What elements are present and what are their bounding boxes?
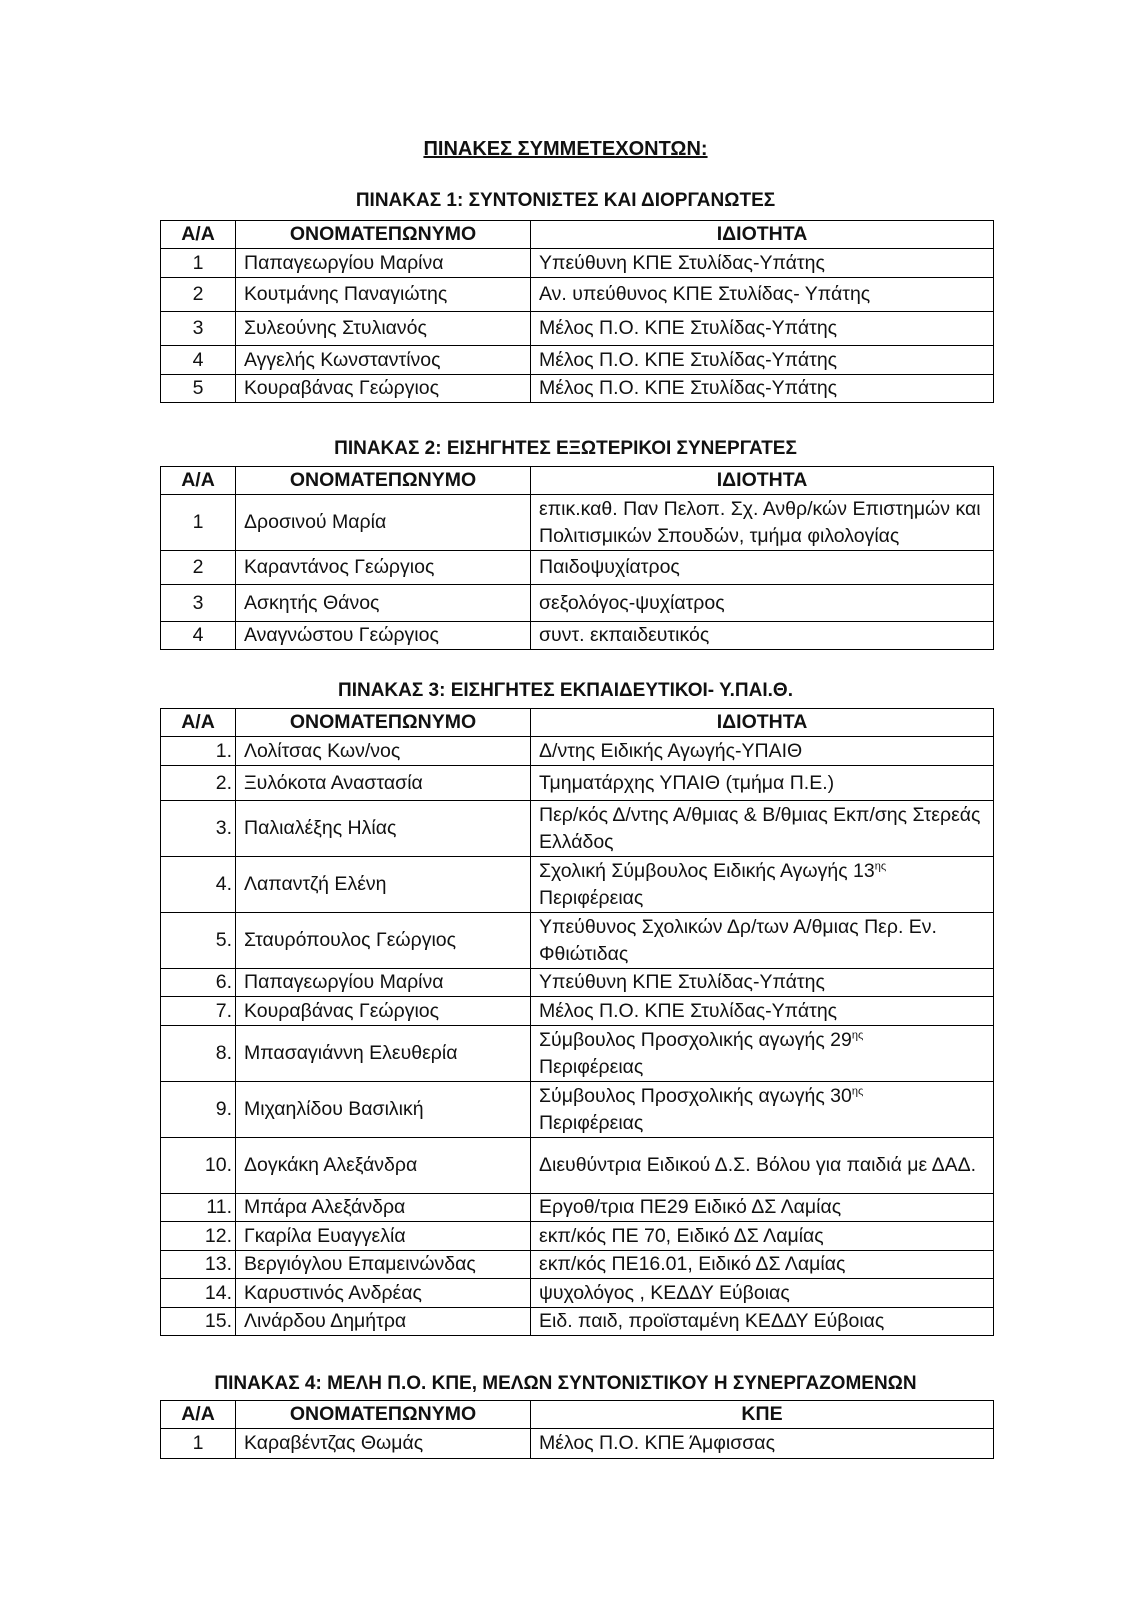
row-name: Δογκάκη Αλεξάνδρα — [236, 1138, 531, 1194]
row-role: σεξολόγος-ψυχίατρος — [531, 585, 994, 622]
row-role: συντ. εκπαιδευτικός — [531, 622, 994, 650]
row-name: Κουτμάνης Παναγιώτης — [236, 278, 531, 312]
table-header-row — [161, 1401, 994, 1429]
table-row — [161, 1194, 994, 1222]
row-role: Δ/ντης Ειδικής Αγωγής-ΥΠΑΙΘ — [531, 737, 994, 766]
table-row — [161, 1082, 994, 1138]
row-name: Μπάρα Αλεξάνδρα — [236, 1194, 531, 1222]
header-kpe: ΚΠΕ — [531, 1401, 994, 1429]
row-role: Μέλος Π.Ο. ΚΠΕ Στυλίδας-Υπάτης — [531, 375, 994, 403]
table-row — [161, 495, 994, 551]
row-aa: 3 — [161, 312, 236, 346]
table-row — [161, 1308, 994, 1336]
row-role: Μέλος Π.Ο. ΚΠΕ Στυλίδας-Υπάτης — [531, 312, 994, 346]
row-aa: 2. — [161, 766, 236, 801]
table-row — [161, 997, 994, 1026]
row-name: Παπαγεωργίου Μαρίνα — [236, 249, 531, 278]
row-name: Καραντάνος Γεώργιος — [236, 551, 531, 585]
row-role: Περ/κός Δ/ντης Α/θμιας & Β/θμιας Εκπ/σης Στερεάς Ελλάδος — [531, 801, 994, 857]
table-3-title: ΠΙΝΑΚΑΣ 3: ΕΙΣΗΓΗΤΕΣ ΕΚΠΑΙΔΕΥΤΙΚΟΙ- Υ.ΠΑΙ.Θ. — [337, 680, 793, 701]
header-aa: Α/Α — [161, 221, 236, 249]
table-4-title: ΠΙΝΑΚΑΣ 4: ΜΕΛΗ Π.Ο. ΚΠΕ, ΜΕΛΩΝ ΣΥΝΤΟΝΙΣΤΙΚΟΥ Η ΣΥΝΕΡΓΑΖΟΜΕΝΩΝ — [214, 1373, 917, 1394]
row-role: Υπεύθυνη ΚΠΕ Στυλίδας-Υπάτης — [531, 249, 994, 278]
row-role: Αν. υπεύθυνος ΚΠΕ Στυλίδας- Υπάτης — [531, 278, 994, 312]
row-name: Σταυρόπουλος Γεώργιος — [236, 913, 531, 969]
row-role: Σύμβουλος Προσχολικής αγωγής $29^{\eta\varsigma}$ Περιφέρειας — [531, 1026, 994, 1082]
row-name: Βεργιόγλου Επαμεινώνδας — [236, 1251, 531, 1279]
row-name: Λολίτσας Κων/νος — [236, 737, 531, 766]
row-role: Σύμβουλος Προσχολικής αγωγής $30^{\eta\varsigma}$ Περιφέρειας — [531, 1082, 994, 1138]
table-2-title: ΠΙΝΑΚΑΣ 2: ΕΙΣΗΓΗΤΕΣ ΕΞΩΤΕΡΙΚΟΙ ΣΥΝΕΡΓΑΤΕΣ — [334, 438, 797, 459]
header-name: ΟΝΟΜΑΤΕΠΩΝΥΜΟ — [236, 709, 531, 737]
table-row — [161, 913, 994, 969]
row-aa: 2 — [161, 551, 236, 585]
row-name: Παπαγεωργίου Μαρίνα — [236, 969, 531, 997]
table-row — [161, 622, 994, 650]
table-4 — [160, 1400, 994, 1459]
row-aa: 10. — [161, 1138, 236, 1194]
row-name: Ξυλόκοτα Αναστασία — [236, 766, 531, 801]
table-row — [161, 857, 994, 913]
row-role: Διευθύντρια Ειδικού Δ.Σ. Βόλου για παιδιά με ΔΑΔ. — [531, 1138, 994, 1194]
row-aa: 1 — [161, 1429, 236, 1459]
row-aa: 12. — [161, 1222, 236, 1251]
header-role: ΙΔΙΟΤΗΤΑ — [531, 467, 994, 495]
table-row — [161, 1251, 994, 1279]
table-header-row — [161, 709, 994, 737]
row-aa: 4 — [161, 346, 236, 375]
header-name: ΟΝΟΜΑΤΕΠΩΝΥΜΟ — [236, 467, 531, 495]
row-role: Μέλος Π.Ο. ΚΠΕ Άμφισσας — [531, 1429, 994, 1459]
table-header-row — [161, 221, 994, 249]
row-aa: 8. — [161, 1026, 236, 1082]
table-row — [161, 1026, 994, 1082]
row-name: Παλιαλέξης Ηλίας — [236, 801, 531, 857]
row-aa: 15. — [161, 1308, 236, 1336]
row-role: Ειδ. παιδ, προϊσταμένη ΚΕΔΔΥ Εύβοιας — [531, 1308, 994, 1336]
row-aa: 13. — [161, 1251, 236, 1279]
row-name: Συλεούνης Στυλιανός — [236, 312, 531, 346]
row-aa: 2 — [161, 278, 236, 312]
row-aa: 3. — [161, 801, 236, 857]
table-row — [161, 585, 994, 622]
table-3 — [160, 708, 994, 1336]
row-aa: 9. — [161, 1082, 236, 1138]
row-name: Μπασαγιάννη Ελευθερία — [236, 1026, 531, 1082]
row-role: Παιδοψυχίατρος — [531, 551, 994, 585]
table-2 — [160, 466, 994, 650]
table-1-title: ΠΙΝΑΚΑΣ 1: ΣΥΝΤΟΝΙΣΤΕΣ ΚΑΙ ΔΙΟΡΓΑΝΩΤΕΣ — [355, 190, 776, 211]
row-aa: 1 — [161, 249, 236, 278]
row-name: Λινάρδου Δημήτρα — [236, 1308, 531, 1336]
row-role: επικ.καθ. Παν Πελοπ. Σχ. Ανθρ/κών Επιστημών και Πολιτισμικών Σπουδών, τμήμα φιλολογίας — [531, 495, 994, 551]
header-name: ΟΝΟΜΑΤΕΠΩΝΥΜΟ — [236, 1401, 531, 1429]
header-aa: Α/Α — [161, 467, 236, 495]
row-aa: 7. — [161, 997, 236, 1026]
row-role: εκπ/κός ΠΕ16.01, Ειδικό ΔΣ Λαμίας — [531, 1251, 994, 1279]
header-role: ΙΔΙΟΤΗΤΑ — [531, 221, 994, 249]
row-role: ψυχολόγος , ΚΕΔΔΥ Εύβοιας — [531, 1279, 994, 1308]
row-aa: 14. — [161, 1279, 236, 1308]
table-row — [161, 346, 994, 375]
row-role: εκπ/κός ΠΕ 70, Ειδικό ΔΣ Λαμίας — [531, 1222, 994, 1251]
table-row — [161, 375, 994, 403]
row-aa: 5. — [161, 913, 236, 969]
table-row — [161, 969, 994, 997]
table-row — [161, 1222, 994, 1251]
header-aa: Α/Α — [161, 709, 236, 737]
row-name: Μιχαηλίδου Βασιλική — [236, 1082, 531, 1138]
row-aa: 1 — [161, 495, 236, 551]
row-name: Αγγελής Κωνσταντίνος — [236, 346, 531, 375]
table-row — [161, 801, 994, 857]
row-aa: 4 — [161, 622, 236, 650]
row-aa: 3 — [161, 585, 236, 622]
header-aa: Α/Α — [161, 1401, 236, 1429]
row-role: Μέλος Π.Ο. ΚΠΕ Στυλίδας-Υπάτης — [531, 997, 994, 1026]
header-role: ΙΔΙΟΤΗΤΑ — [531, 709, 994, 737]
table-row — [161, 249, 994, 278]
table-1 — [160, 220, 994, 403]
row-role: Μέλος Π.Ο. ΚΠΕ Στυλίδας-Υπάτης — [531, 346, 994, 375]
table-header-row — [161, 467, 994, 495]
row-role: Σχολική Σύμβουλος Ειδικής Αγωγής $13^{\eta\varsigma}$ Περιφέρειας — [531, 857, 994, 913]
row-aa: 6. — [161, 969, 236, 997]
row-name: Καραβέντζας Θωμάς — [236, 1429, 531, 1459]
table-row — [161, 312, 994, 346]
row-name: Καρυστινός Ανδρέας — [236, 1279, 531, 1308]
row-aa: 1. — [161, 737, 236, 766]
row-aa: 4. — [161, 857, 236, 913]
row-name: Γκαρίλα Ευαγγελία — [236, 1222, 531, 1251]
row-role: Υπεύθυνος Σχολικών Δρ/των Α/θμιας Περ. Εν. Φθιώτιδας — [531, 913, 994, 969]
document-title: ΠΙΝΑΚΕΣ ΣΥΜΜΕΤΕΧΟΝΤΩΝ: — [423, 138, 708, 160]
table-row — [161, 1138, 994, 1194]
row-role: Υπεύθυνη ΚΠΕ Στυλίδας-Υπάτης — [531, 969, 994, 997]
row-name: Ασκητής Θάνος — [236, 585, 531, 622]
row-name: Αναγνώστου Γεώργιος — [236, 622, 531, 650]
table-row — [161, 766, 994, 801]
table-row — [161, 278, 994, 312]
table-row — [161, 1279, 994, 1308]
row-name: Λαπαντζή Ελένη — [236, 857, 531, 913]
row-aa: 11. — [161, 1194, 236, 1222]
row-name: Κουραβάνας Γεώργιος — [236, 375, 531, 403]
row-name: Δροσινού Μαρία — [236, 495, 531, 551]
row-role: Τμηματάρχης ΥΠΑΙΘ (τμήμα Π.Ε.) — [531, 766, 994, 801]
table-row — [161, 737, 994, 766]
table-row — [161, 551, 994, 585]
row-name: Κουραβάνας Γεώργιος — [236, 997, 531, 1026]
row-role: Εργοθ/τρια ΠΕ29 Ειδικό ΔΣ Λαμίας — [531, 1194, 994, 1222]
table-row — [161, 1429, 994, 1459]
row-aa: 5 — [161, 375, 236, 403]
header-name: ΟΝΟΜΑΤΕΠΩΝΥΜΟ — [236, 221, 531, 249]
